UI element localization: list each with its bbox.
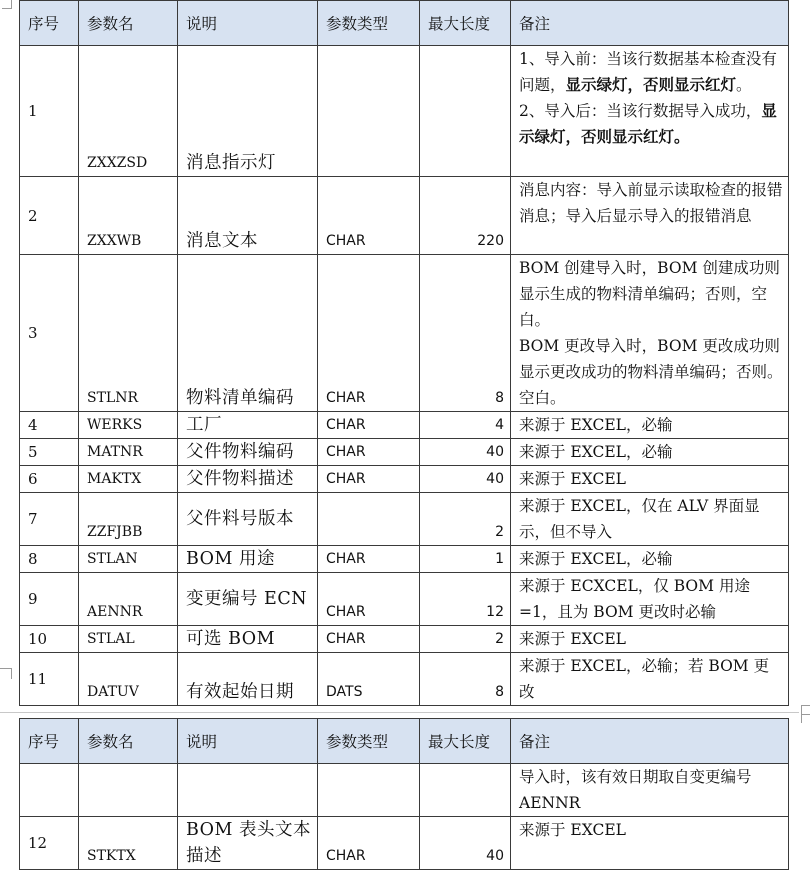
- row-length: 8: [420, 653, 511, 706]
- row-length: [420, 764, 511, 817]
- row-description: 父件物料描述: [178, 466, 318, 493]
- row-param-name: ZXXZSD: [79, 46, 178, 177]
- table-row: [20, 764, 789, 817]
- row-no: 3: [20, 255, 79, 412]
- header-length: 最大长度: [420, 719, 511, 764]
- header-desc: 说明: [178, 719, 318, 764]
- row-note: 来源于 EXCEL，必输；若 BOM 更改: [511, 653, 789, 706]
- row-param-name: AENNR: [79, 573, 178, 626]
- row-type: CHAR: [318, 817, 420, 870]
- row-type: CHAR: [318, 573, 420, 626]
- header-desc: 说明: [178, 1, 318, 46]
- row-description: 父件料号版本: [178, 493, 318, 546]
- table-row: [20, 653, 789, 706]
- note-paragraph: BOM 更改导入时，BOM 更改成功则显示更改成功的物料清单编码；否则。空白。: [519, 337, 783, 407]
- row-length: 8: [420, 255, 511, 412]
- row-note: 来源于 EXCEL，必输: [511, 439, 789, 466]
- row-no: 5: [20, 439, 79, 466]
- row-description: 可选 BOM: [178, 626, 318, 653]
- row-note: 来源于 EXCEL: [511, 817, 789, 870]
- row-length: 1: [420, 546, 511, 573]
- row-param-name: MAKTX: [79, 466, 178, 493]
- table-row: [20, 626, 789, 653]
- row-no: [20, 764, 79, 817]
- row-note: 来源于 EXCEL: [511, 626, 789, 653]
- header-name: 参数名: [79, 719, 178, 764]
- row-param-name: STLNR: [79, 255, 178, 412]
- row-length: 40: [420, 817, 511, 870]
- row-note: 消息内容：导入前显示读取检查的报错消息；导入后显示导入的报错消息: [511, 177, 789, 255]
- table-row: [20, 573, 789, 626]
- row-type: CHAR: [318, 177, 420, 255]
- header-type: 参数类型: [318, 1, 420, 46]
- row-description: 物料清单编码: [178, 255, 318, 412]
- row-length: 40: [420, 439, 511, 466]
- row-param-name: [79, 764, 178, 817]
- row-note: [511, 255, 789, 412]
- row-note: 来源于 ECXCEL，仅 BOM 用途=1，且为 BOM 更改时必输: [511, 573, 789, 626]
- row-type: [318, 764, 420, 817]
- note-paragraph: BOM 创建导入时，BOM 创建成功则显示生成的物料清单编码；否则，空白。: [519, 259, 780, 329]
- row-param-name: MATNR: [79, 439, 178, 466]
- row-type: CHAR: [318, 255, 420, 412]
- row-no: 1: [20, 46, 79, 177]
- note-paragraph: 1、导入前：当该行数据基本检查没有问题，显示绿灯，否则显示红灯。: [519, 50, 777, 94]
- row-description: BOM 表头文本描述: [178, 817, 318, 870]
- table-row: [20, 412, 789, 439]
- row-length: 40: [420, 466, 511, 493]
- row-description: 消息文本: [178, 177, 318, 255]
- row-no: 6: [20, 466, 79, 493]
- page-corner-mark: [801, 705, 810, 714]
- page-corner-mark: [801, 714, 810, 723]
- row-type: CHAR: [318, 466, 420, 493]
- row-description: 变更编号 ECN: [178, 573, 318, 626]
- row-param-name: STLAN: [79, 546, 178, 573]
- table-row: [20, 439, 789, 466]
- row-length: 4: [420, 412, 511, 439]
- page-corner-mark: [2, 0, 12, 9]
- row-no: 9: [20, 573, 79, 626]
- row-no: 2: [20, 177, 79, 255]
- row-note: 来源于 EXCEL: [511, 466, 789, 493]
- table-row: [20, 817, 789, 870]
- row-description: [178, 764, 318, 817]
- table-row: [20, 493, 789, 546]
- row-param-name: DATUV: [79, 653, 178, 706]
- parameter-table: [19, 0, 789, 706]
- header-note: 备注: [511, 1, 789, 46]
- header-note: 备注: [511, 719, 789, 764]
- row-param-name: STLAL: [79, 626, 178, 653]
- table-row: [20, 255, 789, 412]
- header-no: 序号: [20, 1, 79, 46]
- header-no: 序号: [20, 719, 79, 764]
- row-type: DATS: [318, 653, 420, 706]
- parameter-table-continued: [19, 718, 789, 870]
- row-param-name: ZZFJBB: [79, 493, 178, 546]
- row-length: 220: [420, 177, 511, 255]
- row-description: 消息指示灯: [178, 46, 318, 177]
- row-length: [420, 46, 511, 177]
- row-note: 导入时，该有效日期取自变更编号 AENNR: [511, 764, 789, 817]
- row-description: 父件物料编码: [178, 439, 318, 466]
- table-row: [20, 177, 789, 255]
- header-name: 参数名: [79, 1, 178, 46]
- row-note: 来源于 EXCEL，必输: [511, 546, 789, 573]
- row-note: 来源于 EXCEL，仅在 ALV 界面显示，但不导入: [511, 493, 789, 546]
- row-description: BOM 用途: [178, 546, 318, 573]
- table-row: [20, 546, 789, 573]
- row-type: [318, 493, 420, 546]
- row-param-name: WERKS: [79, 412, 178, 439]
- row-no: 12: [20, 817, 79, 870]
- row-note: 来源于 EXCEL，必输: [511, 412, 789, 439]
- table-header-row: [20, 719, 789, 764]
- page-corner-mark: [0, 668, 12, 679]
- header-type: 参数类型: [318, 719, 420, 764]
- row-length: 12: [420, 573, 511, 626]
- row-type: [318, 46, 420, 177]
- note-paragraph: 2、导入后：当该行数据导入成功，显示绿灯，否则显示红灯。: [519, 101, 777, 146]
- row-length: 2: [420, 626, 511, 653]
- header-length: 最大长度: [420, 1, 511, 46]
- row-no: 8: [20, 546, 79, 573]
- row-param-name: STKTX: [79, 817, 178, 870]
- row-no: 11: [20, 653, 79, 706]
- row-param-name: ZXXWB: [79, 177, 178, 255]
- row-length: 2: [420, 493, 511, 546]
- row-type: CHAR: [318, 439, 420, 466]
- row-type: CHAR: [318, 412, 420, 439]
- row-description: 有效起始日期: [178, 653, 318, 706]
- table-row: [20, 466, 789, 493]
- table-header-row: [20, 1, 789, 46]
- row-note: [511, 46, 789, 177]
- row-description: 工厂: [178, 412, 318, 439]
- table-row: [20, 46, 789, 177]
- row-type: CHAR: [318, 546, 420, 573]
- row-no: 4: [20, 412, 79, 439]
- row-no: 7: [20, 493, 79, 546]
- row-no: 10: [20, 626, 79, 653]
- row-type: CHAR: [318, 626, 420, 653]
- page-break-divider: [0, 712, 799, 713]
